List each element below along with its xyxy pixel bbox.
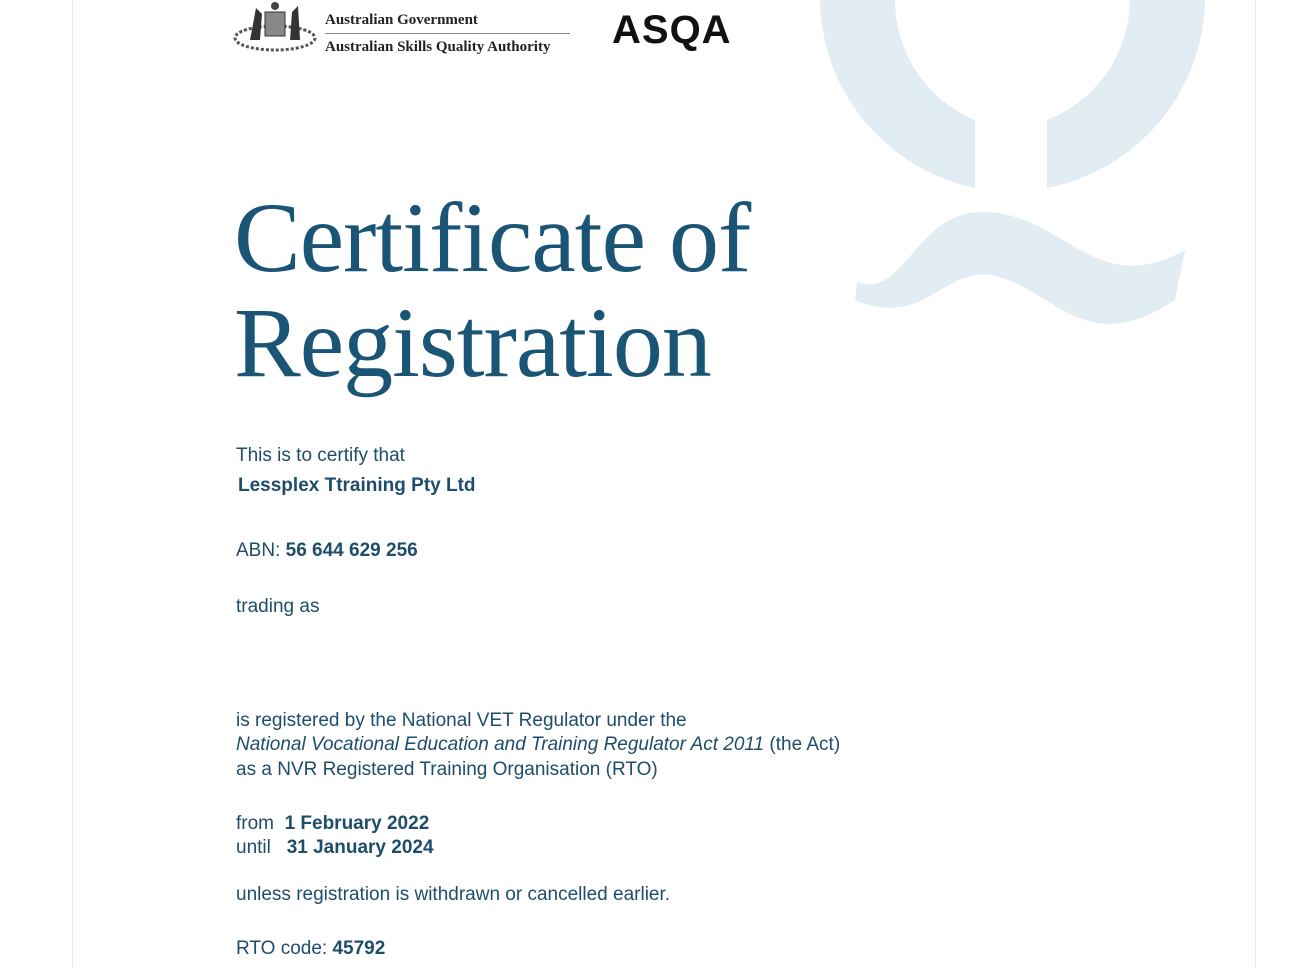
act-name: National Vocational Education and Training Regulator Act 2011 xyxy=(236,734,765,755)
trading-as-label: trading as xyxy=(236,596,320,617)
unless-text: unless registration is withdrawn or cancelled earlier. xyxy=(236,884,671,905)
abn-label: ABN: xyxy=(236,540,281,561)
title-line-1: Certificate of xyxy=(234,182,751,293)
until-label: until xyxy=(236,837,271,858)
until-date: 31 January 2024 xyxy=(286,837,434,858)
organisation-name: Lessplex Ttraining Pty Ltd xyxy=(238,475,476,496)
title-line-2: Registration xyxy=(234,287,711,398)
certify-text: This is to certify that xyxy=(236,445,405,466)
from-label: from xyxy=(236,813,274,834)
abn-value: 56 644 629 256 xyxy=(285,540,418,561)
registration-line-3: as a NVR Registered Training Organisation (RTO) xyxy=(236,759,658,780)
australian-government-branding xyxy=(325,12,570,56)
asqa-logo: ASQA xyxy=(612,8,732,52)
from-date: 1 February 2022 xyxy=(284,813,430,834)
gov-line-1: Australian Government xyxy=(325,12,570,34)
until-line xyxy=(236,836,434,860)
coat-of-arms-logo xyxy=(232,0,318,58)
page-title xyxy=(234,182,751,398)
act-suffix: (the Act) xyxy=(769,734,841,755)
rto-code-label: RTO code: xyxy=(236,938,328,959)
gov-line-2: Australian Skills Quality Authority xyxy=(325,39,551,55)
rto-code-line xyxy=(236,937,385,961)
abn-line xyxy=(236,539,418,563)
registration-line-1: is registered by the National VET Regulator under the xyxy=(236,710,687,731)
from-line xyxy=(236,812,429,836)
asqa-watermark-icon xyxy=(815,0,1215,350)
rto-code-value: 45792 xyxy=(332,938,386,959)
registration-line-2 xyxy=(236,733,840,757)
